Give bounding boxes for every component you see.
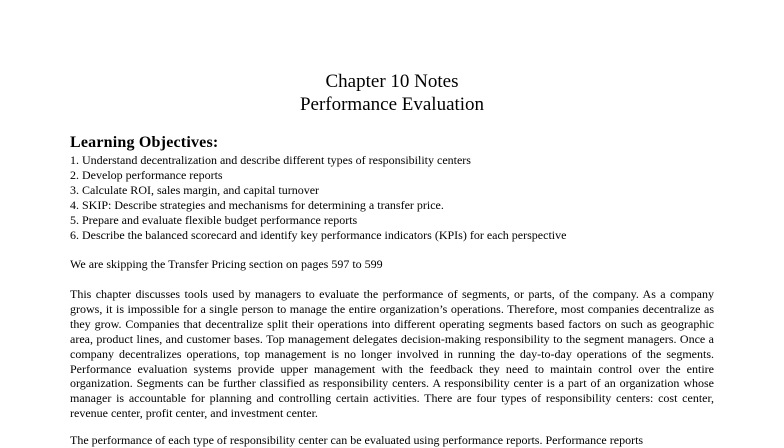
- title-chapter: Chapter 10 Notes: [325, 71, 459, 92]
- body-paragraph-performance: The performance of each type of responsibility center can be evaluated using performance reports. Performance reports: [70, 433, 644, 447]
- title-subject: Performance Evaluation: [299, 94, 485, 115]
- skip-note: We are skipping the Transfer Pricing section on pages 597 to 599: [70, 257, 383, 271]
- objective-item: 1. Understand decentralization and describe different types of responsibility centers: [70, 153, 471, 167]
- objective-item: 5. Prepare and evaluate flexible budget performance reports: [70, 213, 358, 227]
- objective-item: 6. Describe the balanced scorecard and identify key performance indicators (KPIs) for each perspective: [70, 228, 567, 242]
- learning-objectives-list: [70, 153, 566, 243]
- objective-item: 3. Calculate ROI, sales margin, and capital turnover: [70, 183, 320, 197]
- learning-objectives-heading: Learning Objectives:: [70, 134, 219, 151]
- objective-item: 4. SKIP: Describe strategies and mechanisms for determining a transfer price.: [70, 198, 444, 212]
- body-paragraph-intro: This chapter discusses tools used by managers to evaluate the performance of segments, or parts, of the company. As a company grows, it is impossible for a single person to manage the entire organization’s operations. Therefore, most companies decentralize as they grow. Companies that decentralize split their operations into different operating segments based factors on such as geographic area, product lines, and customer bases. Top management delegates decision-making responsibility to the segment managers. Once a company decentralizes operations, top management is no longer involved in running the day-to-day operations of the segments. Performance evaluation systems provide upper management with the feedback they need to maintain control over the entire organization. Segments can be further classified as responsibility centers. A responsibility center is a part of an organization whose manager is accountable for planning and controlling certain activities. There are four types of responsibility centers: cost center, revenue center, profit center, and investment center.: [70, 287, 714, 421]
- objective-item: 2. Develop performance reports: [70, 168, 223, 182]
- document-title: [70, 70, 714, 116]
